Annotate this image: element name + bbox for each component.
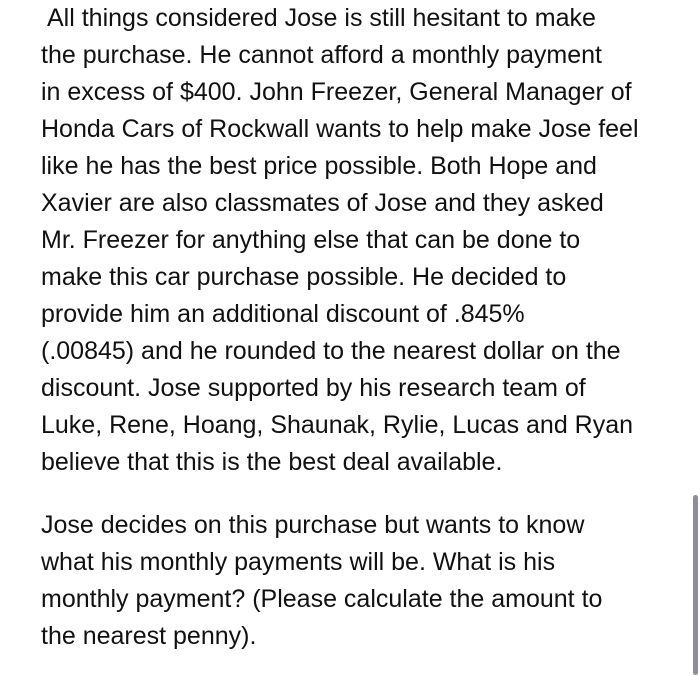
text-line: in excess of $400. John Freezer, General Manager of <box>41 78 632 106</box>
text-line: what his monthly payments will be. What is his <box>41 548 556 576</box>
text-line: like he has the best price possible. Both Hope and <box>41 152 597 180</box>
text-line: Mr. Freezer for anything else that can be done to <box>41 226 581 254</box>
text-line: Jose decides on this purchase but wants to know <box>41 511 585 539</box>
text-line: provide him an additional discount of .845% <box>41 300 525 328</box>
text-line: (.00845) and he rounded to the nearest dollar on the <box>41 337 621 365</box>
text-line: the nearest penny). <box>41 622 257 650</box>
text-line: make this car purchase possible. He decided to <box>41 263 567 291</box>
text-line: Xavier are also classmates of Jose and they asked <box>41 189 604 217</box>
text-line: monthly payment? (Please calculate the amount to <box>41 585 603 613</box>
text-line: discount. Jose supported by his research team of <box>41 374 586 402</box>
text-line: All things considered Jose is still hesitant to make <box>47 4 596 32</box>
text-line: Honda Cars of Rockwall wants to help make Jose feel <box>41 115 639 143</box>
vertical-scrollbar[interactable] <box>693 495 698 675</box>
text-line: the purchase. He cannot afford a monthly payment <box>41 41 602 69</box>
text-line: Luke, Rene, Hoang, Shaunak, Rylie, Lucas and Ryan <box>41 411 634 439</box>
text-line: believe that this is the best deal available. <box>41 448 503 476</box>
